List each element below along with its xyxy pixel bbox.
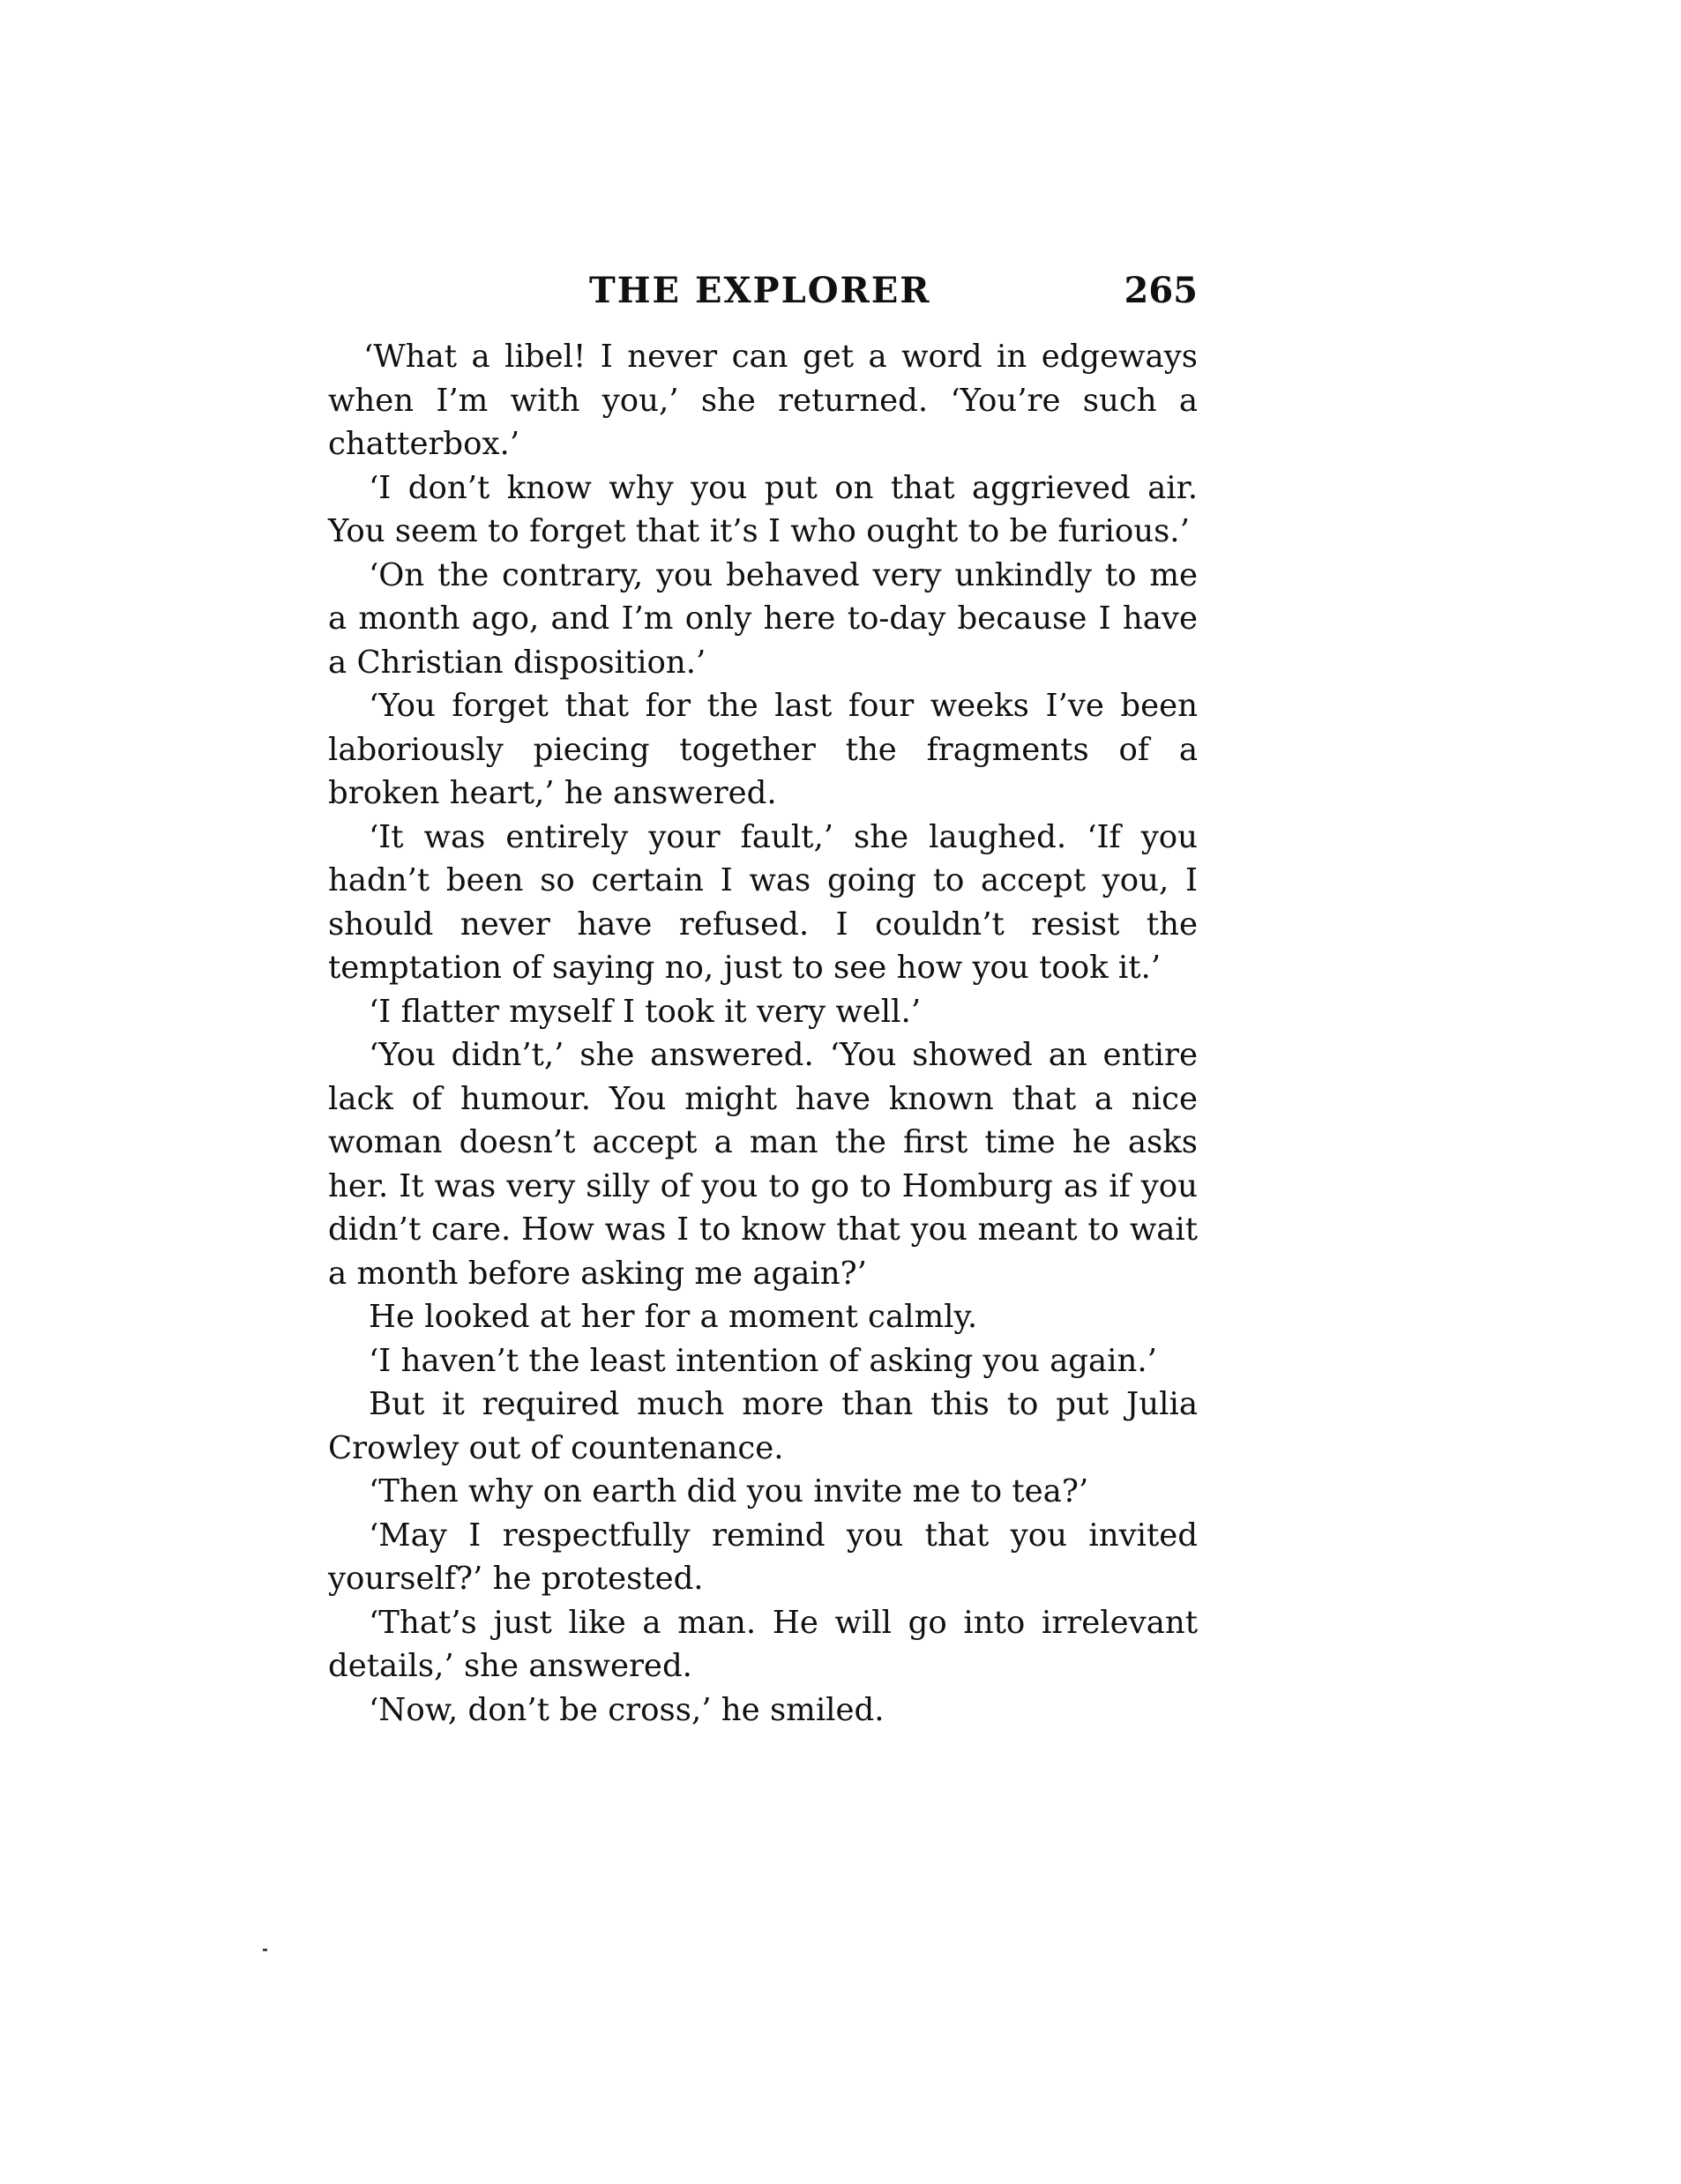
paragraph-6: ‘I flatter myself I took it very well.’: [369, 993, 922, 1030]
page-number: 265: [1124, 270, 1198, 311]
paragraph-8: He looked at her for a moment calmly.: [369, 1299, 978, 1335]
paragraph-4: ‘You forget that for the last four weeks I’ve been laboriously piecing together the fragments of a broken heart,’ he answered.: [328, 688, 1198, 811]
paragraph-13: ‘That’s just like a man. He will go into irrelevant details,’ she answered.: [328, 1604, 1198, 1684]
paragraph-14: ‘Now, don’t be cross,’ he smiled.: [369, 1691, 885, 1728]
print-speck: [263, 1949, 267, 1951]
running-title: THE EXPLORER: [589, 270, 931, 311]
paragraph-9: ‘I haven’t the least intention of asking you again.’: [369, 1342, 1157, 1379]
paragraph-1: ‘What a libel! I never can get a word in edgeways when I’m with you,’ she returned. ‘You’re such a chatterbox.’: [328, 339, 1198, 462]
paragraph-5: ‘It was entirely your fault,’ she laughed. ‘If you hadn’t been so certain I was going to accept you, I should never have refused. I couldn’t resist the temptation of saying no, just to see how you took it.’: [328, 818, 1198, 986]
paragraph-3: ‘On the contrary, you behaved very unkindly to me a month ago, and I’m only here to-day because I have a Christian disposition.’: [328, 556, 1198, 681]
paragraph-2: ‘I don’t know why you put on that aggrieved air. You seem to forget that it’s I who ought to be furious.’: [328, 469, 1198, 549]
paragraph-12: ‘May I respectfully remind you that you invited yourself?’ he protested.: [328, 1517, 1198, 1597]
paragraph-11: ‘Then why on earth did you invite me to tea?’: [369, 1473, 1089, 1509]
paragraph-10: But it required much more than this to put Julia Crowley out of countenance.: [328, 1386, 1198, 1466]
body-text: [328, 335, 1198, 1732]
page-header: [328, 265, 1198, 317]
paragraph-7: ‘You didn’t,’ she answered. ‘You showed an entire lack of humour. You might have known that a nice woman doesn’t accept a man the first time he asks her. It was very silly of you to go to Homburg as if you didn’t care. How was I to know that you meant to wait a month before asking me again?’: [328, 1037, 1198, 1292]
